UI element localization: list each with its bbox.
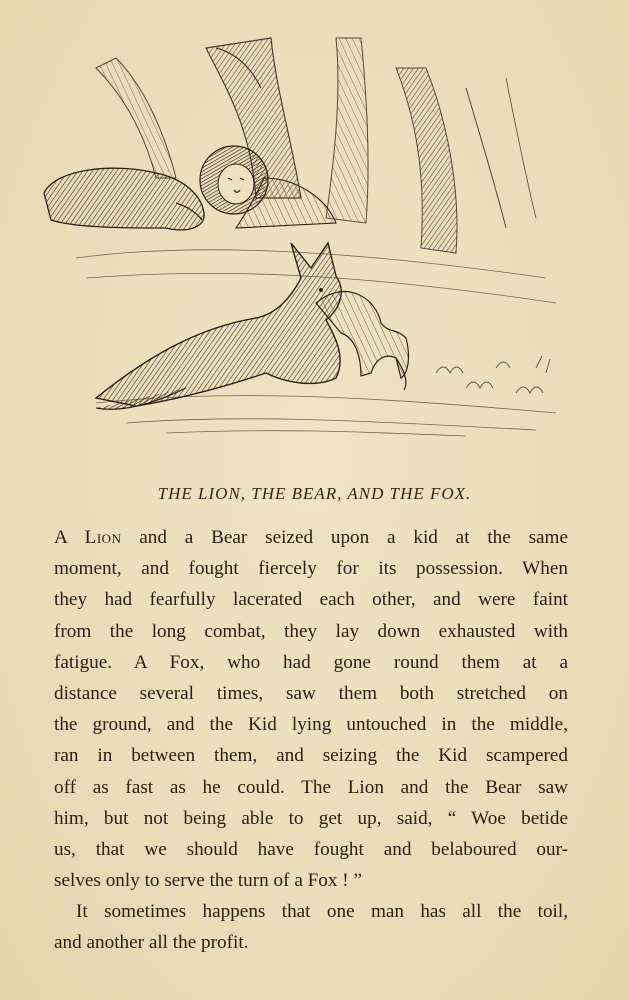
fable-first-word: Lion [84,527,122,548]
fable-first-line-rest: and a Bear seized upon a kid at the same [121,527,568,548]
fable-line [54,522,568,553]
fable-line: us, that we should have fought and belaboured our- [54,839,568,861]
moral-line: and another all the profit. [54,932,249,954]
moral-line: It sometimes happens that one man has all the toil, [76,901,568,922]
fox-figure [96,243,341,409]
fable-line: him, but not being able to get up, said, “ Woe betide [54,807,568,829]
fable-illustration [36,28,576,448]
fable-line: ran in between them, and seizing the Kid scampered [54,745,568,767]
fable-line: selves only to serve the turn of a Fox ! ” [54,870,362,892]
fable-line: they had fearfully lacerated each other, and were faint [54,589,568,611]
fable-line: off as fast as he could. The Lion and the Bear saw [54,776,568,798]
bear-figure [44,168,204,230]
fable-line: the ground, and the Kid lying untouched in the middle, [54,714,568,736]
fable-line: moment, and fought fiercely for its possession. When [54,558,568,580]
fable-line: from the long combat, they lay down exhausted with [54,620,568,642]
fable-text [54,522,568,896]
fable-line: distance several times, saw them both stretched on [54,683,568,705]
fable-line: fatigue. A Fox, who had gone round them at a [54,651,568,673]
foliage [436,356,550,393]
illustration-caption: THE LION, THE BEAR, AND THE FOX. [157,484,472,503]
moral-text [54,896,568,958]
fable-first-letter: A [54,527,67,548]
